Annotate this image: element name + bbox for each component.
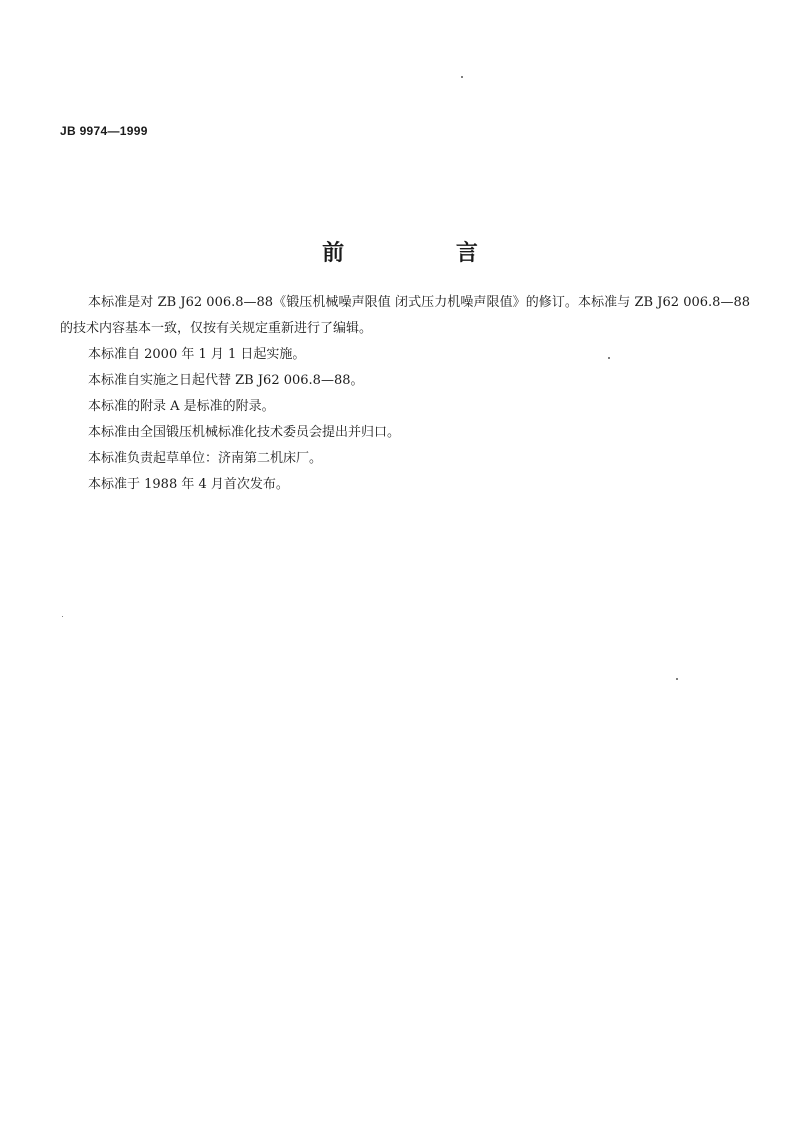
paragraph-replaces: 本标准自实施之日起代替 ZB J62 006.8—88。: [88, 373, 364, 388]
paragraph-first-published: 本标准于 1988 年 4 月首次发布。: [88, 477, 289, 492]
paragraph-appendix: 本标准的附录 A 是标准的附录。: [88, 399, 275, 414]
scan-speck: [676, 678, 678, 680]
paragraph-effective-date: 本标准自 2000 年 1 月 1 日起实施。: [88, 347, 306, 362]
paragraph-drafting-unit: 本标准负责起草单位：济南第二机床厂。: [88, 451, 323, 466]
paragraph-revision: 本标准是对 ZB J62 006.8—88《锻压机械噪声限值 闭式压力机噪声限值》的修订。本标准与 ZB J62 006.8—88 的技术内容基本一致，仅按有关规定重新进行了编辑。: [60, 295, 750, 336]
standard-number: JB 9974—1999: [60, 124, 148, 138]
scan-speck: [608, 357, 610, 359]
page-title: 前 言: [322, 240, 530, 266]
scan-speck: [62, 616, 63, 617]
scan-speck: [461, 76, 463, 78]
foreword-body: [60, 290, 750, 498]
paragraph-committee: 本标准由全国锻压机械标准化技术委员会提出并归口。: [88, 425, 401, 440]
